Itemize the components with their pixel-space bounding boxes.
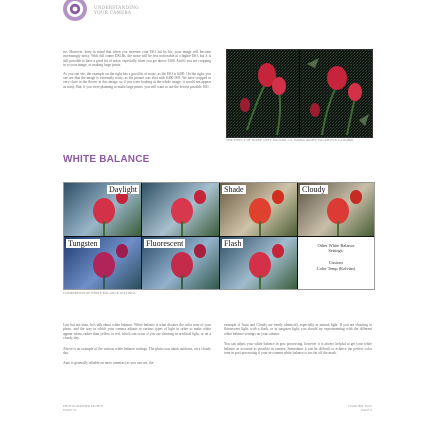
wb-cell	[220, 237, 297, 289]
wb-cell	[298, 183, 374, 236]
wb-cell	[142, 237, 219, 289]
wb-label-daylight: Daylight	[109, 185, 137, 194]
flower-photo-illustration	[227, 50, 372, 137]
wb-cell	[64, 237, 141, 289]
footer-page-number: PAGE 9	[360, 408, 372, 413]
footer-issue: ISSUE 01	[63, 408, 77, 413]
wb-label-shade: Shade	[224, 185, 244, 194]
noise-comparison-photo	[226, 49, 373, 138]
legend-line: Settings:	[328, 248, 344, 254]
legend-line: Custom	[329, 260, 343, 266]
footer-chapter: CHAPTER TWO	[348, 404, 372, 408]
wb-label-flash: Flash	[224, 239, 242, 248]
intro-paragraph: As you can see, the example on the right has a good bit of noise, as the ISO is 6400. On the right, you can see that the image is extremely noisy, as the picture was shot with 6400 ISO. We have cropped in very close to the flower in this image, so if you were looking at the whole image, it would not appear as noisy. But, if you were planning to make large prints, you will want to use the lowest possible ISO.	[63, 71, 211, 89]
body-paragraph: Auto is generally reliable on most cameras (as you can see, the	[63, 361, 154, 366]
camera-lens-logo-icon	[62, 0, 88, 22]
footer-right	[320, 404, 372, 413]
flower-icon	[142, 183, 219, 236]
wb-label-cloudy: Cloudy	[302, 185, 326, 194]
legend-line: Color Temp (Kelvins)	[316, 265, 356, 271]
body-column-right	[224, 323, 372, 361]
brand-line-1: UNDERSTANDING	[94, 5, 139, 10]
body-paragraph: example of Auto and Cloudy are nearly identical), especially in natural light. If you are shooting in fluorescent light, with a flash, or in tungsten light, you should try experimenting with the different white balance settings on your camera.	[224, 323, 372, 336]
brand-line-2: YOUR CAMERA	[94, 10, 132, 15]
brand-name	[94, 5, 139, 15]
body-paragraph: Above is an example of the various white balance settings. The photo was taken outdoors, on a cloudy day.	[63, 346, 211, 356]
wb-cell	[142, 183, 219, 236]
wb-cell	[220, 183, 297, 236]
photo-caption: THE EFFECT OF NOISE. LEFT: ISO 6400, 1/4, ISO800. RIGHT: ISO 400 F5.6 1/4 ISO800.	[226, 138, 354, 142]
grid-caption: COMPARISON OF WHITE BALANCE SETTINGS	[63, 291, 136, 295]
wb-label-tungsten: Tungsten	[68, 239, 98, 248]
body-paragraph: Last but not least, let's talk about white balance. White balance is what dictates the color tone of your photo, and the way in which your camera adjusts to various types of light in order to make white appear white, rather than yellow or red, which can occur if you are shooting in artificial light, or on a cloudy day.	[63, 323, 211, 341]
wb-label-fluorescent: Fluorescent	[146, 239, 184, 248]
intro-column	[63, 50, 211, 93]
legend-line: Other White Balance	[317, 243, 355, 248]
body-paragraph: You can adjust your white balance in post processing, however it is always helpful to get your white balance as accurate as possible in camera. Sometimes it can be difficult to achieve the perfect color tone in post processing if your in-camera white balance is too far off the mark.	[224, 342, 372, 356]
intro-paragraph: ise. However, keep in mind that when you increase your ISO, bit by bit, your image will become increasingly noisy. With full frame DSLRs, the noise will be less noticeable at a higher ISO, but it is still possible to have a good bit of noise, especially when you get above 3200. And if you are cropping in to your image, or making large prints.	[63, 50, 211, 68]
section-heading: WHITE BALANCE	[63, 154, 150, 165]
white-balance-comparison-grid	[63, 182, 375, 290]
wb-cell	[64, 183, 141, 236]
footer-left	[63, 404, 104, 413]
wb-legend	[298, 237, 374, 289]
body-column-left	[63, 323, 211, 372]
footer-publication: PHOTOGRAPHER EIGHTY	[63, 404, 104, 408]
